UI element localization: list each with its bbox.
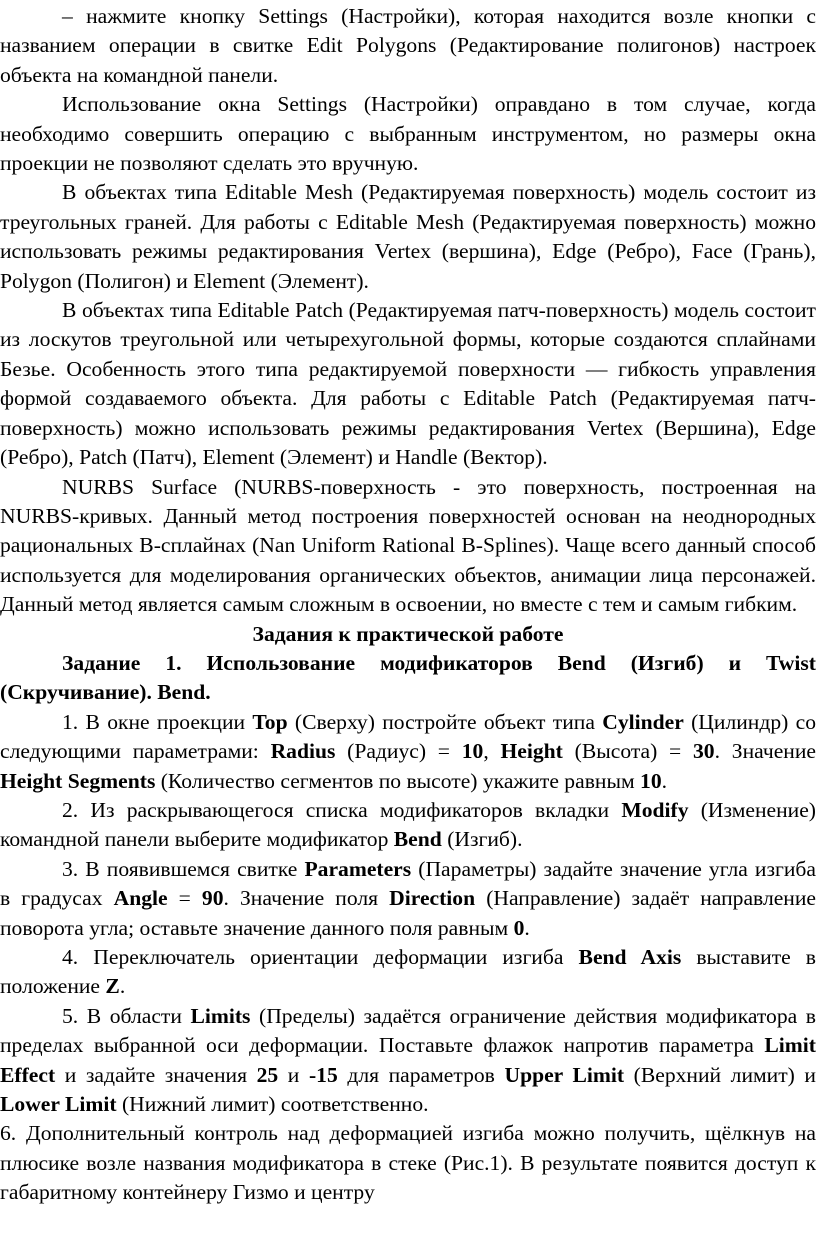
text-run: (Верхний лимит) и <box>624 1062 816 1087</box>
bold-text: Height Segments <box>0 768 156 793</box>
text-run: , <box>483 739 501 764</box>
bold-text: Bend <box>393 827 442 852</box>
text-run: 5. В области <box>62 1003 191 1028</box>
text-run: (Изменение) командной панели выберите модификатор <box>0 797 816 852</box>
text-run: В объектах типа Editable Mesh (Редактируемая поверхность) модель состоит из треугольных граней. Для работы с Editable Mesh (Редактируемая поверхность) можно использовать режимы редактирования Vertex (вершина), Edge (Ребро), Face (Грань), Polygon (Полигон) и Element (Элемент). <box>0 180 816 293</box>
paragraph-step4 <box>0 943 816 1002</box>
text-run: 4. Переключатель ориентации деформации изгиба <box>62 945 579 969</box>
bold-text: 30 <box>693 739 715 764</box>
paragraph-p1 <box>0 2 816 90</box>
bold-text: Direction <box>389 886 476 911</box>
text-run: (Высота) = <box>562 739 693 764</box>
paragraph-heading <box>0 620 816 649</box>
text-run: 2. Из раскрывающегося списка модификаторов вкладки <box>62 797 622 822</box>
text-run: . <box>524 915 530 940</box>
paragraph-step6 <box>0 1119 816 1207</box>
paragraph-p3 <box>0 178 816 296</box>
bold-text: Upper Limit <box>504 1062 625 1087</box>
bold-text: Bend Axis <box>578 945 682 969</box>
text-run: (Количество сегментов по высоте) укажите равным <box>155 768 641 793</box>
bold-text: Height <box>500 739 563 764</box>
text-run: 1. В окне проекции <box>62 709 253 734</box>
bold-text: Modify <box>621 797 689 822</box>
text-run: (Радиус) = <box>335 739 462 764</box>
bold-text: Z <box>105 974 120 999</box>
paragraph-task1 <box>0 649 816 708</box>
paragraph-p4 <box>0 296 816 472</box>
text-run: . <box>661 768 668 793</box>
text-run: В объектах типа Editable Patch (Редактируемая патч-поверхность) модель состоит из лоскутов треугольной или четырехугольной формы, которые создаются сплайнами Безье. Особенность этого типа редактируемой поверхности — гибкость управления формой создаваемого объекта. Для работы с Editable Patch (Редактируемая патч-поверхность) можно использовать режимы редактирования Vertex (Вершина), Edge (Ребро), Patch (Патч), Element (Элемент) и Handle (Вектор). <box>0 298 816 470</box>
paragraph-step1 <box>0 708 816 796</box>
text-run: = <box>167 886 202 911</box>
bold-text: 25 <box>256 1062 279 1087</box>
bold-text: 90 <box>201 886 224 911</box>
text-run: – нажмите кнопку Settings (Настройки), которая находится возле кнопки с названием операции в свитке Edit Polygons (Редактирование полигонов) настроек объекта на командной панели. <box>0 4 816 87</box>
text-run: NURBS Surface (NURBS-поверхность - это поверхность, построенная на NURBS-кривых. Данный метод построения поверхностей основан на неоднородных рациональных В-сплайнах (Nan Uniform Rational B-Splines). Чаще всего данный способ используется для моделирования органических объектов, анимации лица персонажей. Данный метод является самым сложным в освоении, но вместе с тем и самым гибким. <box>0 474 816 617</box>
text-run: . <box>119 974 126 999</box>
paragraph-p2 <box>0 90 816 178</box>
text-run: . Значение <box>714 739 816 764</box>
bold-text: Задание 1. Использование модификаторов Bend (Изгиб) и Twist (Скручивание). Bend. <box>0 650 816 705</box>
bold-text: Задания к практической работе <box>252 621 564 646</box>
text-run: для параметров <box>337 1062 505 1087</box>
paragraph-p5 <box>0 473 816 620</box>
bold-text: Parameters <box>304 856 412 881</box>
bold-text: Angle <box>113 886 168 911</box>
paragraph-step5 <box>0 1002 816 1120</box>
bold-text: Limits <box>190 1003 251 1028</box>
text-run: 3. В появившемся свитке <box>62 856 305 881</box>
text-run: 6. Дополнительный контроль над деформацией изгиба можно получить, щёлкнув на плюсике возле названия модификатора в стеке (Рис.1). В результате появится доступ к габаритному контейнеру Гизмо и центру <box>0 1121 816 1205</box>
text-run: (Параметры) задайте значение угла изгиба в градусах <box>0 856 816 911</box>
bold-text: 0 <box>513 915 525 940</box>
bold-text: Lower Limit <box>0 1092 117 1117</box>
text-run: (Сверху) постройте объект типа <box>287 709 603 734</box>
bold-text: 10 <box>461 739 484 764</box>
text-run: и <box>278 1062 309 1087</box>
text-run: . Значение поля <box>223 886 390 911</box>
paragraph-step3 <box>0 855 816 943</box>
bold-text: Top <box>252 709 288 734</box>
text-run: выставите в положение <box>0 945 816 999</box>
text-run: (Цилиндр) со следующими параметрами: <box>0 709 816 764</box>
bold-text: Limit Effect <box>0 1033 816 1087</box>
text-run: Использование окна Settings (Настройки) оправдано в том случае, когда необходимо совершить операцию с выбранным инструментом, но размеры окна проекции не позволяют сделать это вручную. <box>0 92 816 176</box>
text-run: (Направление) задаёт направление поворота угла; оставьте значение данного поля равным <box>0 886 816 940</box>
bold-text: Cylinder <box>602 709 684 734</box>
bold-text: 10 <box>640 768 662 793</box>
bold-text: Radius <box>270 739 336 764</box>
bold-text: -15 <box>308 1062 338 1087</box>
text-run: и задайте значения <box>55 1062 257 1087</box>
text-run: (Изгиб). <box>441 827 523 852</box>
text-run: (Нижний лимит) соответственно. <box>116 1092 429 1117</box>
text-run: (Пределы) задаётся ограничение действия модификатора в пределах выбранной оси деформации. Поставьте флажок напротив параметра <box>0 1003 816 1058</box>
paragraph-step2 <box>0 796 816 855</box>
